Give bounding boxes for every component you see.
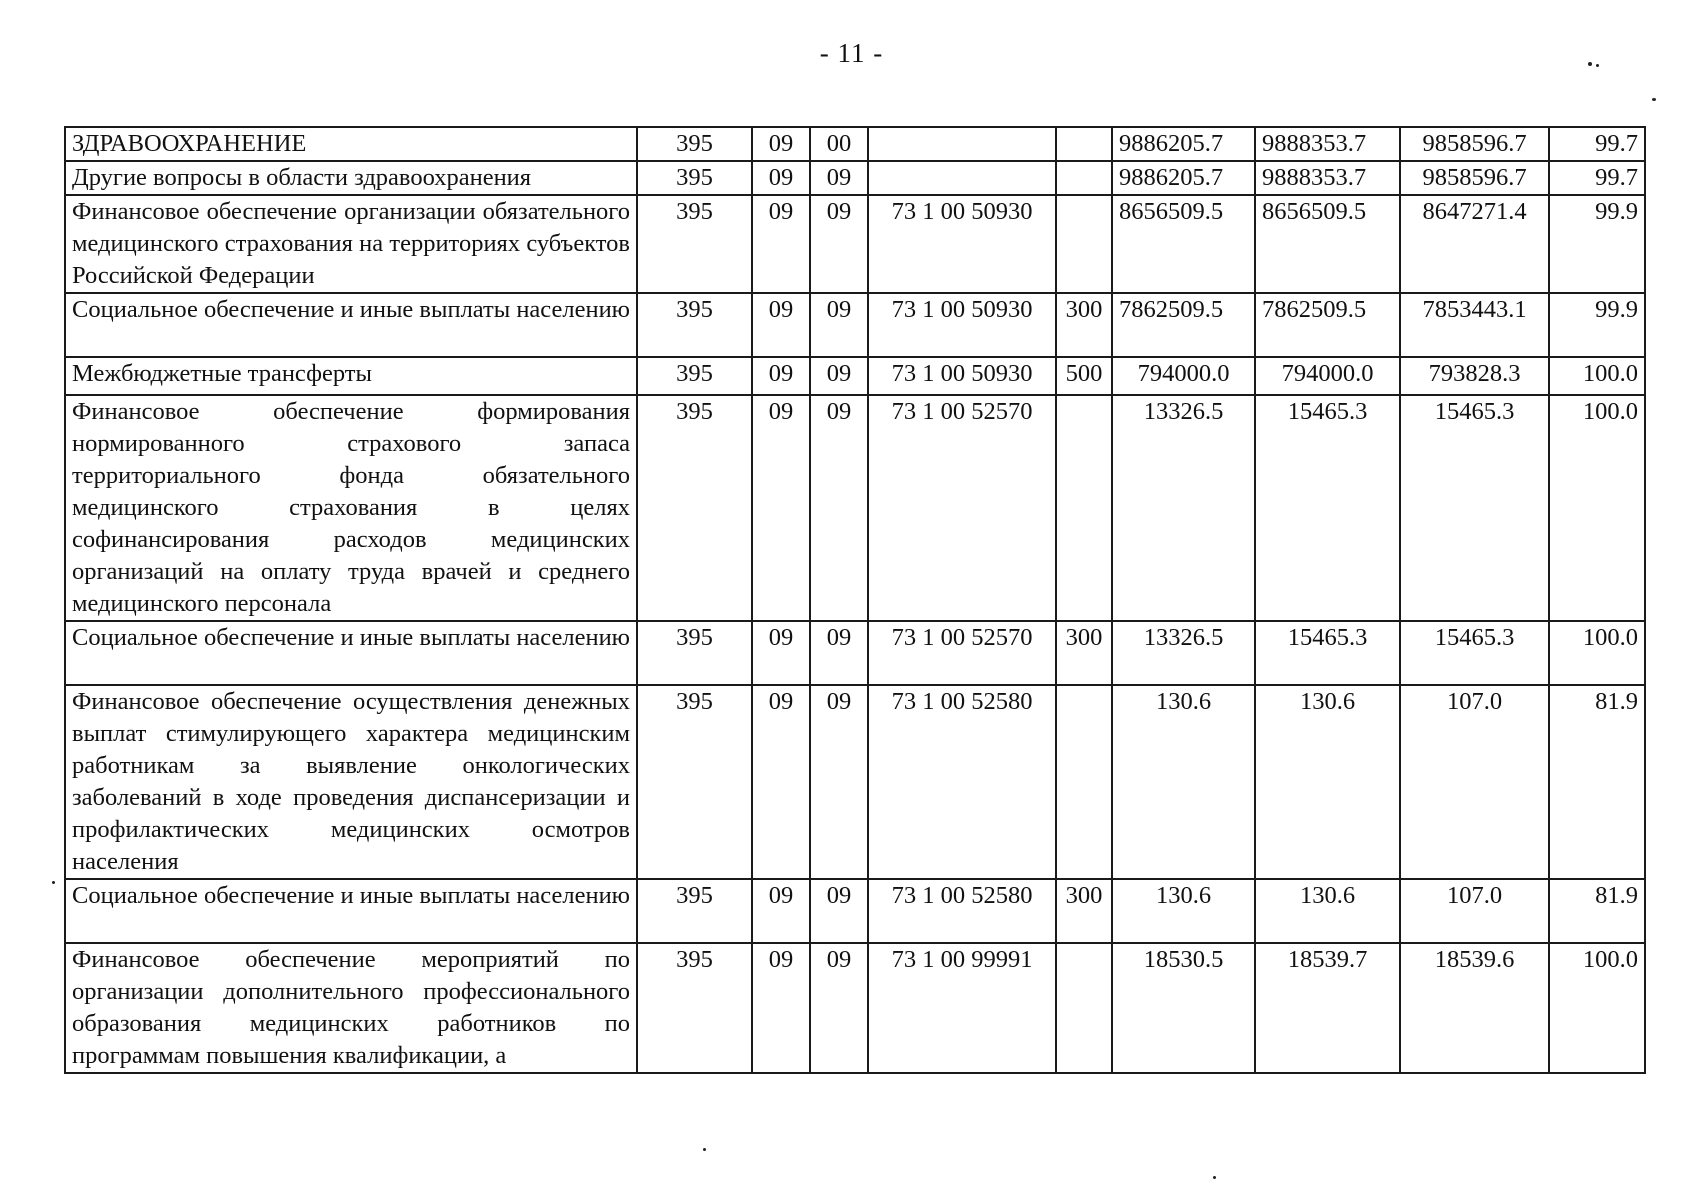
csr-code: 73 1 00 52580 (868, 879, 1056, 943)
approved-value: 130.6 (1112, 879, 1255, 943)
executed-value: 107.0 (1400, 685, 1549, 879)
refined-value: 130.6 (1255, 685, 1400, 879)
executed-value: 15465.3 (1400, 621, 1549, 685)
table-row (65, 621, 1645, 685)
table-row (65, 293, 1645, 357)
ved-code: 395 (637, 195, 752, 293)
percent-executed: 99.9 (1549, 195, 1645, 293)
approved-value: 9886205.7 (1112, 161, 1255, 195)
approved-value: 13326.5 (1112, 621, 1255, 685)
scan-speck (52, 881, 55, 884)
ved-code: 395 (637, 357, 752, 395)
vr-code (1056, 943, 1112, 1073)
table-row (65, 195, 1645, 293)
csr-code: 73 1 00 50930 (868, 195, 1056, 293)
budget-table (64, 126, 1646, 1074)
table-row (65, 943, 1645, 1073)
vr-code (1056, 195, 1112, 293)
percent-executed: 81.9 (1549, 879, 1645, 943)
vr-code (1056, 395, 1112, 621)
refined-value: 7862509.5 (1255, 293, 1400, 357)
refined-value: 130.6 (1255, 879, 1400, 943)
percent-executed: 100.0 (1549, 395, 1645, 621)
pr-code: 00 (810, 127, 868, 161)
row-name: Другие вопросы в области здравоохранения (65, 161, 637, 195)
refined-value: 15465.3 (1255, 621, 1400, 685)
table-body (65, 127, 1645, 1073)
pr-code: 09 (810, 161, 868, 195)
table-row (65, 395, 1645, 621)
rz-code: 09 (752, 621, 810, 685)
table-row (65, 357, 1645, 395)
ved-code: 395 (637, 395, 752, 621)
refined-value: 15465.3 (1255, 395, 1400, 621)
row-name: Межбюджетные трансферты (65, 357, 637, 395)
rz-code: 09 (752, 879, 810, 943)
table-row (65, 161, 1645, 195)
executed-value: 107.0 (1400, 879, 1549, 943)
refined-value: 9888353.7 (1255, 161, 1400, 195)
ved-code: 395 (637, 127, 752, 161)
ved-code: 395 (637, 879, 752, 943)
row-name: Финансовое обеспечение формирования нормированного страхового запаса территориального фонда обязательного медицинского страхования в целях софинансирования расходов медицинских организаций на оплату труда врачей и среднего медицинского персонала (65, 395, 637, 621)
executed-value: 15465.3 (1400, 395, 1549, 621)
rz-code: 09 (752, 293, 810, 357)
executed-value: 8647271.4 (1400, 195, 1549, 293)
rz-code: 09 (752, 161, 810, 195)
page-number: - 11 - (819, 38, 884, 68)
executed-value: 9858596.7 (1400, 127, 1549, 161)
vr-code: 500 (1056, 357, 1112, 395)
row-name: ЗДРАВООХРАНЕНИЕ (65, 127, 637, 161)
pr-code: 09 (810, 293, 868, 357)
rz-code: 09 (752, 195, 810, 293)
scan-speck (1596, 64, 1599, 67)
row-name: Финансовое обеспечение осуществления денежных выплат стимулирующего характера медицинским работникам за выявление онкологических заболеваний в ходе проведения диспансеризации и профилактических медицинских осмотров населения (65, 685, 637, 879)
csr-code: 73 1 00 52570 (868, 395, 1056, 621)
ved-code: 395 (637, 293, 752, 357)
row-name: Финансовое обеспечение мероприятий по организации дополнительного профессионального образования медицинских работников по программам повышения квалификации, а (65, 943, 637, 1073)
percent-executed: 100.0 (1549, 621, 1645, 685)
vr-code (1056, 127, 1112, 161)
refined-value: 794000.0 (1255, 357, 1400, 395)
percent-executed: 100.0 (1549, 943, 1645, 1073)
csr-code: 73 1 00 50930 (868, 357, 1056, 395)
ved-code: 395 (637, 685, 752, 879)
refined-value: 9888353.7 (1255, 127, 1400, 161)
executed-value: 9858596.7 (1400, 161, 1549, 195)
executed-value: 793828.3 (1400, 357, 1549, 395)
vr-code (1056, 685, 1112, 879)
pr-code: 09 (810, 195, 868, 293)
scan-speck (1652, 98, 1656, 101)
approved-value: 9886205.7 (1112, 127, 1255, 161)
pr-code: 09 (810, 685, 868, 879)
rz-code: 09 (752, 357, 810, 395)
percent-executed: 99.9 (1549, 293, 1645, 357)
pr-code: 09 (810, 395, 868, 621)
approved-value: 8656509.5 (1112, 195, 1255, 293)
row-name: Социальное обеспечение и иные выплаты населению (65, 879, 637, 943)
refined-value: 8656509.5 (1255, 195, 1400, 293)
rz-code: 09 (752, 127, 810, 161)
csr-code (868, 161, 1056, 195)
refined-value: 18539.7 (1255, 943, 1400, 1073)
approved-value: 18530.5 (1112, 943, 1255, 1073)
pr-code: 09 (810, 879, 868, 943)
executed-value: 18539.6 (1400, 943, 1549, 1073)
vr-code: 300 (1056, 293, 1112, 357)
percent-executed: 81.9 (1549, 685, 1645, 879)
csr-code: 73 1 00 52570 (868, 621, 1056, 685)
approved-value: 794000.0 (1112, 357, 1255, 395)
csr-code (868, 127, 1056, 161)
table-row (65, 879, 1645, 943)
pr-code: 09 (810, 357, 868, 395)
pr-code: 09 (810, 943, 868, 1073)
row-name: Финансовое обеспечение организации обязательного медицинского страхования на территориях субъектов Российской Федерации (65, 195, 637, 293)
table-row (65, 127, 1645, 161)
vr-code (1056, 161, 1112, 195)
percent-executed: 99.7 (1549, 161, 1645, 195)
csr-code: 73 1 00 52580 (868, 685, 1056, 879)
csr-code: 73 1 00 50930 (868, 293, 1056, 357)
percent-executed: 100.0 (1549, 357, 1645, 395)
rz-code: 09 (752, 395, 810, 621)
ved-code: 395 (637, 943, 752, 1073)
vr-code: 300 (1056, 879, 1112, 943)
rz-code: 09 (752, 685, 810, 879)
rz-code: 09 (752, 943, 810, 1073)
table-row (65, 685, 1645, 879)
executed-value: 7853443.1 (1400, 293, 1549, 357)
vr-code: 300 (1056, 621, 1112, 685)
ved-code: 395 (637, 161, 752, 195)
row-name: Социальное обеспечение и иные выплаты населению (65, 621, 637, 685)
scan-speck (703, 1148, 706, 1151)
percent-executed: 99.7 (1549, 127, 1645, 161)
approved-value: 130.6 (1112, 685, 1255, 879)
ved-code: 395 (637, 621, 752, 685)
row-name: Социальное обеспечение и иные выплаты населению (65, 293, 637, 357)
pr-code: 09 (810, 621, 868, 685)
approved-value: 7862509.5 (1112, 293, 1255, 357)
csr-code: 73 1 00 99991 (868, 943, 1056, 1073)
approved-value: 13326.5 (1112, 395, 1255, 621)
scan-speck (1213, 1176, 1216, 1179)
scan-speck (1588, 62, 1592, 66)
